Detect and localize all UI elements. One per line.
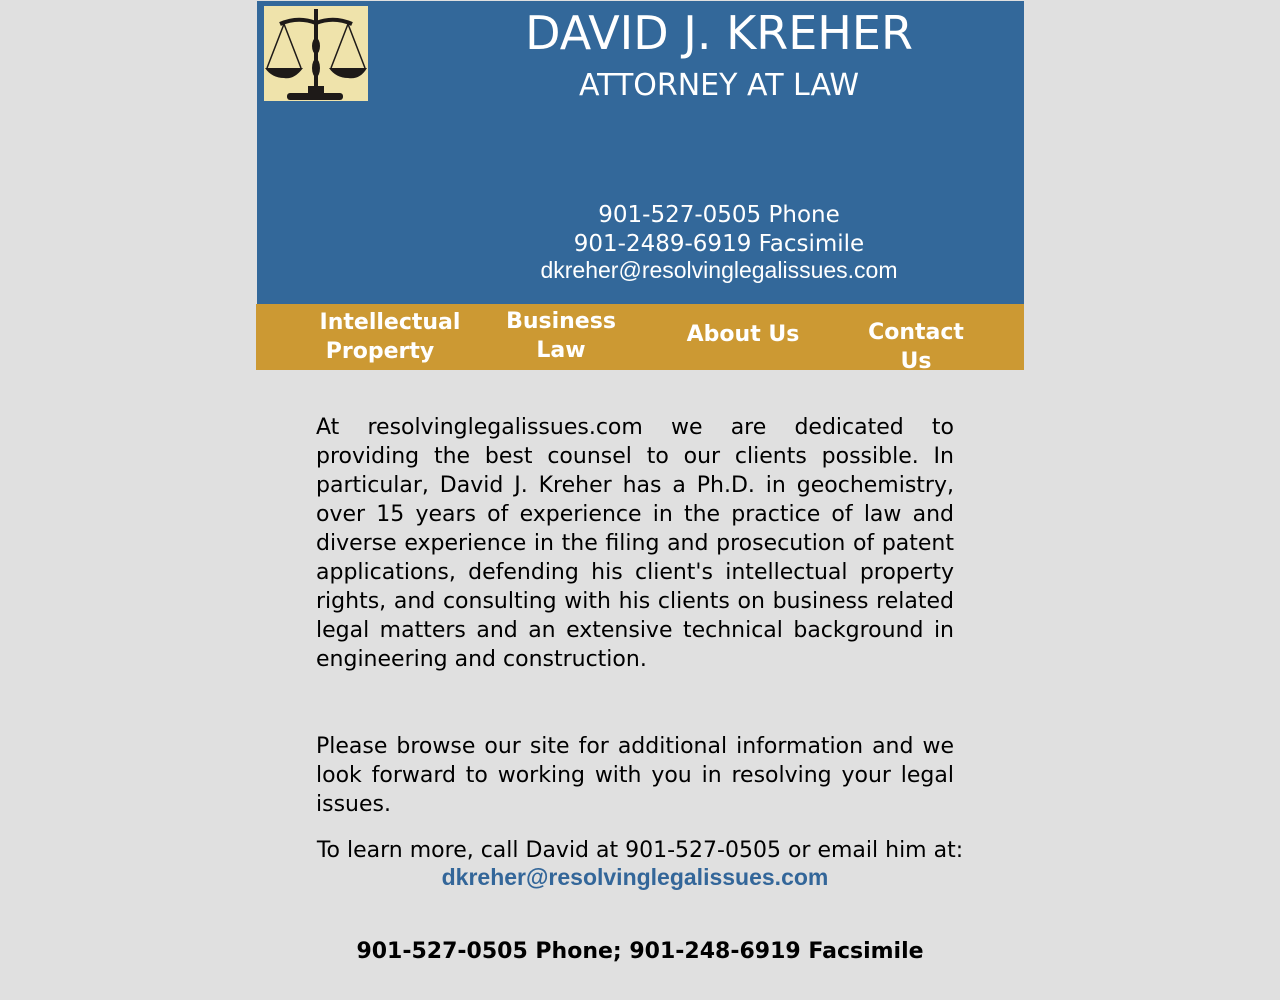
- nav-label: Contact: [868, 320, 964, 345]
- nav-contact-us[interactable]: [846, 318, 986, 376]
- nav-label: Business: [506, 309, 616, 334]
- nav-label: Intellectual: [319, 310, 461, 335]
- intro-paragraph: At resolvinglegalissues.com we are dedicated to providing the best counsel to our clients possible. In particular, David J. Kreher has a Ph.D. in geochemistry, over 15 years of experience in the practice of law and diverse experience in the filing and prosecution of patent applications, defending his client's intellectual property rights, and consulting with his clients on business related legal matters and an extensive technical background in engineering and construction.: [316, 415, 954, 672]
- site-subtitle: ATTORNEY AT LAW: [578, 68, 860, 103]
- browse-paragraph: Please browse our site for additional information and we look forward to working with you in resolving your legal issues.: [316, 734, 954, 817]
- header-email: dkreher@resolvinglegalissues.com: [540, 257, 898, 283]
- footer-contact-line: 901-527-0505 Phone; 901-248-6919 Facsimile: [356, 939, 924, 964]
- intro-text: [316, 413, 954, 819]
- nav-intellectual-property[interactable]: [310, 308, 470, 366]
- footer-email-link[interactable]: dkreher@resolvinglegalissues.com: [441, 864, 829, 890]
- nav-label: Us: [900, 349, 932, 374]
- footer-email-wrap: [0, 863, 1270, 891]
- nav-label: Property: [325, 339, 435, 364]
- nav-label: Law: [536, 338, 586, 363]
- nav-label: About Us: [686, 322, 800, 347]
- scales-of-justice-logo-icon: [264, 6, 368, 101]
- nav-about-us[interactable]: [668, 320, 818, 349]
- header-phone: 901-527-0505 Phone: [598, 202, 840, 228]
- nav-bar: [256, 304, 1024, 374]
- learn-more-text: To learn more, call David at 901-527-0505 or email him at:: [316, 838, 964, 863]
- site-title: DAVID J. KREHER: [525, 6, 913, 60]
- header-fax: 901-2489-6919 Facsimile: [573, 231, 865, 257]
- nav-business-law[interactable]: [491, 307, 631, 365]
